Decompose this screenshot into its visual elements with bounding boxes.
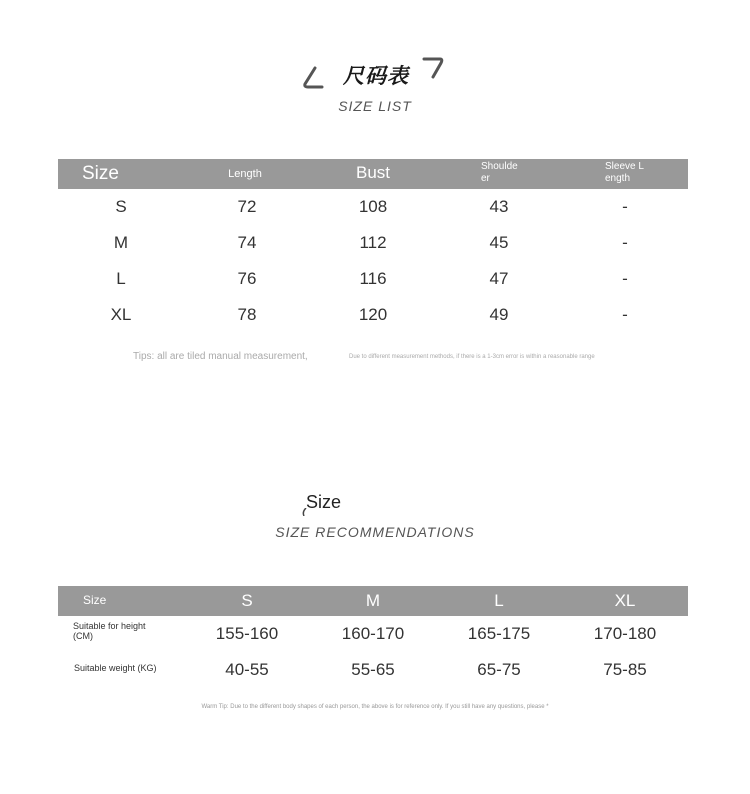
cell-bust: 116 bbox=[359, 269, 387, 288]
header-l: L bbox=[494, 591, 504, 610]
recommendations-table bbox=[58, 586, 688, 688]
weight-l: 65-75 bbox=[477, 660, 521, 679]
recommendations-title: Size bbox=[306, 492, 342, 512]
cell-sleeve: - bbox=[622, 197, 628, 216]
weight-label: Suitable weight (KG) bbox=[74, 663, 157, 673]
cell-size: S bbox=[115, 197, 127, 216]
cell-size: XL bbox=[110, 305, 132, 324]
table-row bbox=[58, 189, 688, 225]
measurement-tip-small: Due to different measurement methods, if there is a 1-3cm error is within a reasonable range bbox=[349, 354, 595, 360]
size-list-subtitle: SIZE LIST bbox=[338, 98, 412, 114]
height-label bbox=[73, 621, 173, 641]
height-xl: 170-180 bbox=[593, 624, 657, 643]
cell-size: M bbox=[113, 233, 129, 252]
header-sleeve-line2: ength bbox=[605, 173, 631, 184]
table-row-height bbox=[58, 616, 688, 652]
bracket-left-icon bbox=[302, 66, 324, 90]
table-row bbox=[58, 297, 688, 333]
cell-bust: 108 bbox=[358, 197, 388, 216]
cell-bust: 112 bbox=[359, 233, 387, 252]
size-list-header bbox=[58, 159, 688, 189]
cell-shoulder: 49 bbox=[489, 305, 509, 324]
cell-size: L bbox=[116, 269, 126, 288]
header-sleeve bbox=[605, 161, 647, 185]
weight-xl: 75-85 bbox=[603, 660, 647, 679]
cell-sleeve: - bbox=[622, 305, 628, 324]
cell-shoulder: 47 bbox=[489, 269, 509, 288]
height-l: 165-175 bbox=[467, 624, 531, 643]
header-bust: Bust bbox=[355, 163, 391, 182]
weight-s: 40-55 bbox=[225, 660, 269, 679]
warm-tip: Warm Tip: Due to the different body shapes of each person, the above is for reference only. If you still have any questions, please * bbox=[201, 704, 549, 710]
height-m: 160-170 bbox=[341, 624, 405, 643]
header-shoulder bbox=[481, 161, 521, 185]
measurement-tip: Tips: all are tiled manual measurement, bbox=[133, 351, 308, 362]
height-label-line1: Suitable for height bbox=[73, 621, 146, 631]
header-sleeve-line1: Sleeve L bbox=[605, 161, 644, 172]
cell-shoulder: 45 bbox=[489, 233, 509, 252]
size-list-table bbox=[58, 159, 688, 333]
header-length: Length bbox=[228, 168, 262, 180]
bracket-right-icon bbox=[422, 56, 444, 80]
header-xl: XL bbox=[614, 591, 636, 610]
header-shoulder-line2: er bbox=[481, 173, 490, 184]
cell-length: 76 bbox=[237, 269, 257, 288]
cell-sleeve: - bbox=[622, 269, 628, 288]
height-label-line2: (CM) bbox=[73, 631, 93, 641]
cell-length: 78 bbox=[237, 305, 257, 324]
recommendations-header bbox=[58, 586, 688, 616]
recommendations-subtitle: SIZE RECOMMENDATIONS bbox=[275, 524, 475, 540]
table-row-weight bbox=[58, 652, 688, 688]
cell-bust: 120 bbox=[358, 305, 388, 324]
size-list-title: 尺码表 bbox=[343, 64, 409, 88]
table-row bbox=[58, 261, 688, 297]
weight-m: 55-65 bbox=[351, 660, 395, 679]
header-shoulder-line1: Shoulde bbox=[481, 161, 518, 172]
cell-sleeve: - bbox=[622, 233, 628, 252]
height-s: 155-160 bbox=[215, 624, 279, 643]
header-size: Size bbox=[82, 163, 119, 184]
cell-length: 72 bbox=[237, 197, 257, 216]
cell-shoulder: 43 bbox=[489, 197, 509, 216]
table-row bbox=[58, 225, 688, 261]
cell-length: 74 bbox=[237, 233, 257, 252]
header-m: M bbox=[365, 591, 381, 610]
header-size: Size bbox=[83, 593, 107, 607]
header-s: S bbox=[241, 591, 253, 610]
